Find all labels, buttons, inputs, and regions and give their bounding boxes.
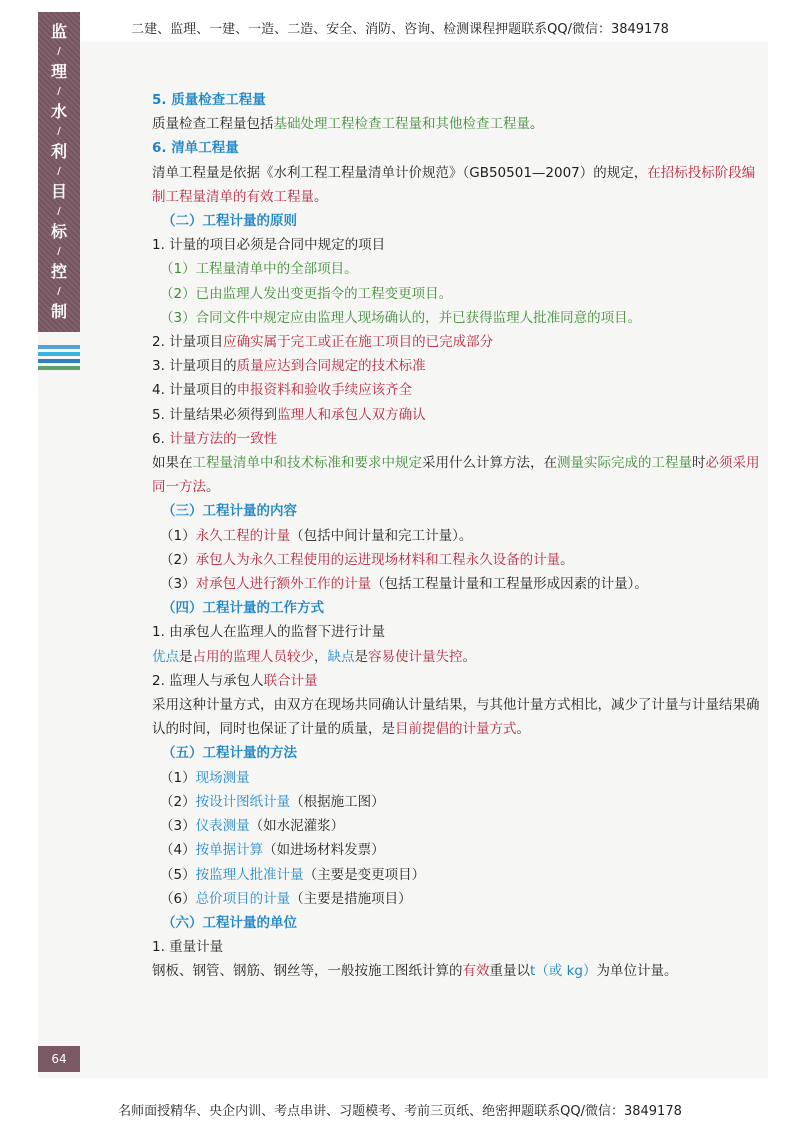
- highlight-text: 必须采用同一方法: [152, 455, 760, 496]
- highlight-text: 联合计量: [263, 672, 318, 689]
- footer-banner: 名师面授精华、央企内训、考点串讲、习题模考、考前三页纸、绝密押题联系QQ/微信：3849178: [118, 1104, 682, 1119]
- list-item: （1）永久工程的计量（包括中间计量和完工计量）。: [160, 527, 473, 544]
- header-banner: 二建、监理、一建、一造、二造、安全、消防、咨询、检测课程押题联系QQ/微信：3849178: [131, 22, 669, 37]
- list-item: （3）仪表测量（如水泥灌浆）: [160, 818, 345, 835]
- decorative-stripes: [38, 345, 80, 373]
- side-tab-char: 水: [50, 102, 67, 121]
- highlight-text: 监理人和承包人双方确认: [277, 406, 426, 423]
- side-tab: [38, 12, 80, 332]
- highlight-text: 按监理人批准计量: [195, 866, 304, 883]
- paragraph: 采用这种计量方式，由双方在现场共同确认计量结果，与其他计量方式相比，减少了计量与计量结果确认的时间，同时也保证了计量的质量，是目前提倡的计量方式。: [152, 697, 760, 738]
- page-number: 64: [38, 1046, 80, 1072]
- highlight-text: 承包人为永久工程使用的运进现场材料和工程永久设备的计量: [195, 551, 561, 568]
- list-item: 1. 重量计量: [152, 939, 224, 956]
- paragraph: 清单工程量是依据《水利工程工程量清单计价规范》（GB50501—2007）的规定，在招标投标阶段编制工程量清单的有效工程量。: [152, 164, 756, 205]
- list-item: （3）对承包人进行额外工作的计量（包括工程量计量和工程量形成因素的计量）。: [160, 576, 648, 593]
- side-tab-divider: /: [57, 286, 61, 297]
- list-item: （3）合同文件中规定应由监理人现场确认的，并已获得监理人批准同意的项目。: [160, 309, 642, 326]
- paragraph: 钢板、钢管、钢筋、钢丝等，一般按施工图纸计算的有效重量以t（或 kg）为单位计量。: [152, 963, 678, 980]
- list-item: （5）按监理人批准计量（主要是变更项目）: [160, 866, 426, 883]
- section-heading: （六）工程计量的单位: [162, 914, 297, 931]
- highlight-text: 有效: [462, 963, 490, 980]
- side-tab-divider: /: [57, 206, 61, 217]
- paragraph: 如果在工程量清单中和技术标准和要求中规定采用什么计算方法，在测量实际完成的工程量时必须采用同一方法。: [152, 455, 760, 496]
- highlight-text: 总价项目的计量: [195, 890, 291, 907]
- list-item: 3. 计量项目的质量应达到合同规定的技术标准: [152, 358, 426, 375]
- side-tab-char: 标: [50, 222, 67, 241]
- highlight-text: 目前提倡的计量方式: [395, 721, 517, 738]
- highlight-text: 缺点: [327, 648, 355, 665]
- list-item: 2. 计量项目应确实属于完工或正在施工项目的已完成部分: [152, 334, 494, 351]
- list-item: （2）按设计图纸计量（根据施工图）: [160, 793, 385, 810]
- paragraph: 优点是占用的监理人员较少，缺点是容易使计量失控。: [152, 648, 476, 665]
- section-heading: （二）工程计量的原则: [162, 213, 297, 230]
- side-tab-divider: /: [57, 86, 61, 97]
- list-item: （2）已由监理人发出变更指令的工程变更项目。: [160, 285, 453, 302]
- highlight-text: 计量方法的一致性: [169, 430, 278, 447]
- list-item: （2）承包人为永久工程使用的运进现场材料和工程永久设备的计量。: [160, 551, 574, 568]
- highlight-text: 对承包人进行额外工作的计量: [195, 576, 372, 593]
- highlight-text: 基础处理工程检查工程量和其他检查工程量: [273, 116, 530, 133]
- list-item: 2. 监理人与承包人联合计量: [152, 672, 318, 689]
- side-tab-char: 理: [50, 62, 67, 81]
- highlight-text: 现场测量: [195, 769, 250, 786]
- highlight-text: 测量实际完成的工程量: [557, 455, 692, 472]
- document-body: [152, 88, 762, 984]
- list-item: （4）按单据计算（如进场材料发票）: [160, 842, 385, 859]
- section-heading: （四）工程计量的工作方式: [162, 600, 324, 617]
- list-item: 1. 由承包人在监理人的监督下进行计量: [152, 624, 386, 641]
- highlight-text: 仪表测量: [195, 818, 250, 835]
- section-heading: 5. 质量检查工程量: [152, 92, 266, 108]
- side-tab-divider: /: [57, 46, 61, 57]
- highlight-text: 按单据计算: [195, 842, 264, 859]
- highlight-text: 申报资料和验收手续应该齐全: [236, 382, 413, 399]
- side-tab-char: 制: [50, 302, 67, 321]
- list-item: 1. 计量的项目必须是合同中规定的项目: [152, 237, 386, 254]
- list-item: 4. 计量项目的申报资料和验收手续应该齐全: [152, 382, 413, 399]
- list-item: （6）总价项目的计量（主要是措施项目）: [160, 890, 412, 907]
- highlight-text: 容易使计量失控: [368, 648, 463, 665]
- section-heading: （三）工程计量的内容: [162, 503, 297, 520]
- side-tab-char: 监: [50, 22, 67, 41]
- list-item: 5. 计量结果必须得到监理人和承包人双方确认: [152, 406, 426, 423]
- section-heading: 6. 清单工程量: [152, 140, 239, 157]
- side-tab-divider: /: [57, 126, 61, 137]
- highlight-text: t（或 kg）: [530, 963, 597, 980]
- paragraph: 质量检查工程量包括基础处理工程检查工程量和其他检查工程量。: [152, 116, 544, 133]
- highlight-text: 应确实属于完工或正在施工项目的已完成部分: [223, 334, 494, 351]
- section-heading: （五）工程计量的方法: [162, 745, 297, 762]
- list-item: （1）工程量清单中的全部项目。: [160, 261, 358, 278]
- side-tab-char: 目: [50, 182, 67, 201]
- side-tab-divider: /: [57, 246, 61, 257]
- highlight-text: 永久工程的计量: [195, 527, 291, 544]
- list-item: 6. 计量方法的一致性: [152, 430, 278, 447]
- side-tab-char: 控: [50, 262, 67, 281]
- list-item: （1）现场测量: [160, 769, 250, 786]
- highlight-text: 占用的监理人员较少: [192, 648, 314, 665]
- highlight-text: 工程量清单中和技术标准和要求中规定: [192, 455, 422, 472]
- highlight-text: 质量应达到合同规定的技术标准: [236, 358, 426, 375]
- side-tab-divider: /: [57, 166, 61, 177]
- highlight-text: 优点: [152, 648, 179, 665]
- highlight-text: 按设计图纸计量: [195, 793, 291, 810]
- side-tab-char: 利: [50, 142, 67, 161]
- highlight-text: 在招标投标阶段编制工程量清单的有效工程量: [152, 164, 756, 205]
